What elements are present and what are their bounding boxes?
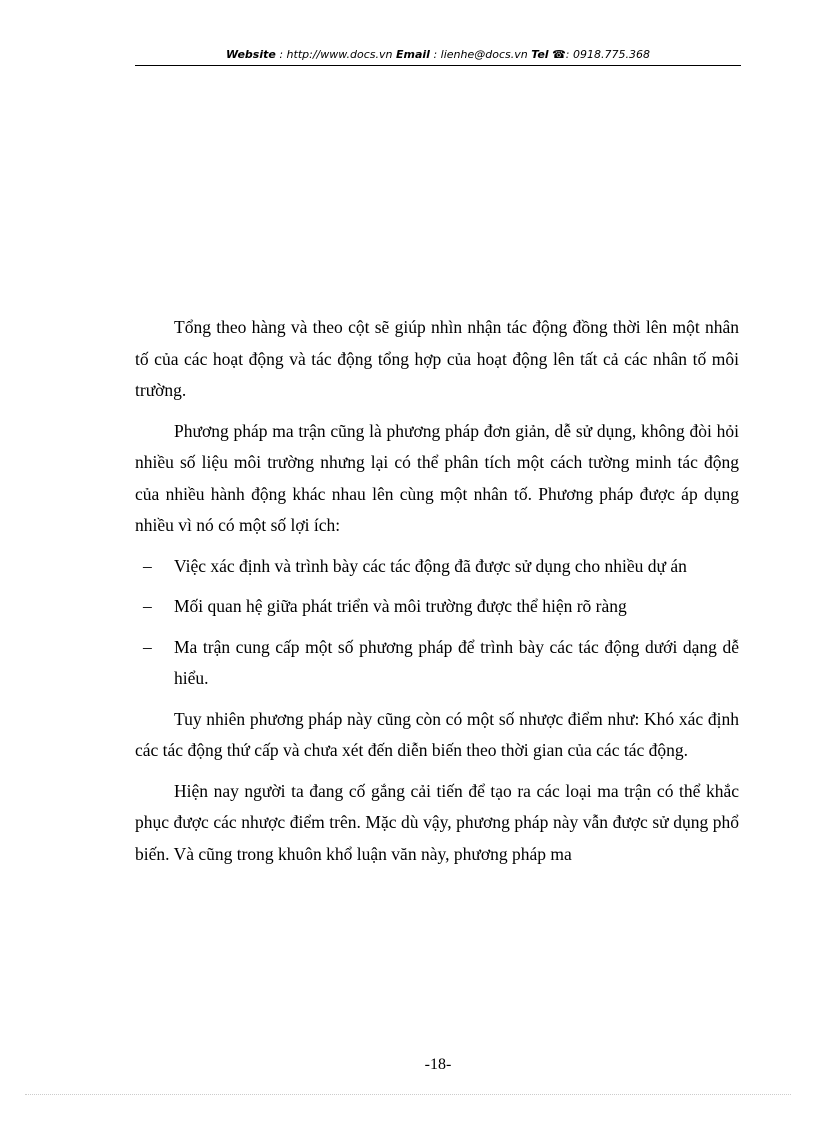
phone-icon: ☎ bbox=[552, 48, 566, 61]
bullet-dash: – bbox=[143, 596, 152, 616]
bullet-text: Mối quan hệ giữa phát triển và môi trường được thể hiện rõ ràng bbox=[174, 596, 627, 616]
document-body bbox=[135, 312, 739, 879]
bullet-dash: – bbox=[143, 555, 152, 576]
tel-label: Tel bbox=[531, 48, 549, 61]
page-number: -18- bbox=[424, 1056, 452, 1073]
bullet-item bbox=[135, 632, 739, 695]
paragraph: Phương pháp ma trận cũng là phương pháp đơn giản, dễ sử dụng, không đòi hỏi nhiều số liệu môi trường nhưng lại có thể phân tích một cách tường minh tác động của nhiều hành động khác nhau lên cùng một nhân tố. Phương pháp được áp dụng nhiều vì nó có một số lợi ích: bbox=[135, 420, 739, 535]
bullet-item bbox=[135, 551, 739, 583]
website-value: : http://www.docs.vn bbox=[275, 48, 397, 61]
paragraph: Tuy nhiên phương pháp này cũng còn có một số nhược điểm như: Khó xác định các tác động thứ cấp và chưa xét đến diễn biến theo thời gian của các tác động. bbox=[135, 708, 739, 760]
email-label: Email bbox=[396, 48, 430, 61]
tel-value: : 0918.775.368 bbox=[565, 48, 650, 61]
bullet-text: Việc xác định và trình bày các tác động đã được sử dụng cho nhiều dự án bbox=[174, 555, 687, 576]
header-divider bbox=[135, 65, 741, 66]
website-label: Website bbox=[226, 48, 276, 61]
paragraph: Hiện nay người ta đang cố gắng cải tiến để tạo ra các loại ma trận có thể khắc phục được các nhược điểm trên. Mặc dù vậy, phương pháp này vẫn được sử dụng phổ biến. Và cũng trong khuôn khổ luận văn này, phương pháp ma bbox=[135, 780, 739, 864]
bullet-item bbox=[135, 591, 739, 623]
bullet-dash: – bbox=[143, 636, 152, 657]
page-header bbox=[135, 47, 741, 63]
email-value: : lienhe@docs.vn bbox=[429, 48, 532, 61]
paragraph: Tổng theo hàng và theo cột sẽ giúp nhìn nhận tác động đồng thời lên một nhân tố của các hoạt động và tác động tổng hợp của hoạt động lên tất cả các nhân tố môi trường. bbox=[135, 317, 739, 400]
bullet-text: Ma trận cung cấp một số phương pháp để trình bày các tác động dưới dạng dễ hiểu. bbox=[174, 636, 739, 688]
page-bottom-divider bbox=[25, 1094, 791, 1095]
